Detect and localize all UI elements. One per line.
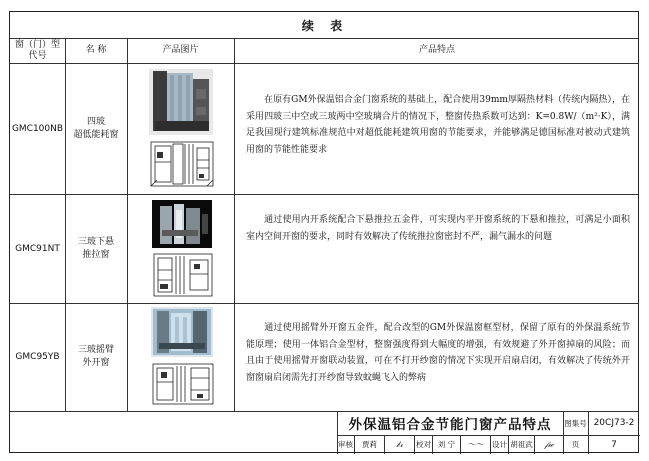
product-photo-gmc91nt (152, 200, 212, 248)
section-drawing-gmc100nb (147, 138, 217, 190)
row-name-line: 四玻 (86, 116, 105, 127)
header-image: 产品图片 (162, 45, 199, 55)
product-photo-gmc95yb (151, 307, 213, 357)
row-description (246, 92, 630, 158)
row-name (65, 194, 127, 303)
section-drawing-gmc95yb (149, 360, 217, 408)
row-name-line: 外开窗 (82, 358, 110, 368)
description-text: 通过使用摇臂外开窗五金件，配合改型的GM外保温窗框型材，保留了原有的外保温系统节能原理；使用一体铝合金型材，整窗强度得到大幅度的增强，有效规避了外开窗掉扇的风险；而且由于使用摇臂开窗联动装置，可在不打开纱窗的情况下实现开启扇启闭，有效解决了传统外开窗窗扇启闭需先打开纱窗导致蚊蝇飞入的弊病 (246, 323, 630, 383)
product-photo-gmc100nb (149, 69, 213, 135)
row-name (65, 303, 127, 411)
header-code: 窗（门）型代号 (14, 39, 60, 61)
page-label: 页 (571, 440, 580, 449)
row-code: GMC95YB (15, 352, 60, 362)
row-name-line: 推拉窗 (82, 249, 110, 260)
section-drawing-gmc91nt (150, 250, 216, 300)
sheet-frame (9, 11, 639, 453)
atlas-label: 图集号 (564, 418, 587, 428)
row-name-line: 三玻摇臂 (77, 345, 114, 355)
col-line (234, 38, 235, 411)
review-label: 审核 (337, 435, 355, 454)
page-number: 7 (611, 439, 617, 450)
designer-signature: 𝒻𝓌 (544, 439, 554, 449)
row-name (65, 63, 127, 194)
header-features: 产品特点 (418, 45, 455, 55)
reviewer-signature: 𝒷𝓇 (385, 435, 415, 454)
checker-name: 刘 宁 (433, 435, 461, 454)
description-text: 在原有GM外保温铝合金门窗系统的基础上，配合使用39mm厚隔热材料（传统内隔热），在采用四玻三中空或三玻两中空玻璃合片的情况下，整窗传热系数可达到：K=0.8W/（m²·K），满足我国现行建筑标准规范中对超低能耗建筑用窗的节能要求，并能够满足德国标准对被动式建筑用窗的节能性能要求 (246, 95, 630, 155)
row-description (246, 320, 630, 386)
header-name: 名 称 (85, 45, 107, 55)
design-label: 设计 (491, 435, 509, 454)
designer-name: 胡祖武 (509, 435, 535, 454)
col-line (127, 38, 128, 411)
description-text: 通过使用内开系统配合下悬推拉五金件，可实现内平开窗系统的下悬和推拉，可满足小面积室内空间开窗的要求，同时有效解决了传统推拉窗密封不严，漏气漏水的问题 (246, 215, 630, 242)
row-code: GMC100NB (11, 123, 64, 134)
row-name-line: 三玻下悬 (77, 236, 114, 247)
row-description (246, 212, 630, 245)
continuation-title: 续 表 (301, 18, 349, 33)
reviewer-name: 贾莉 (355, 435, 385, 454)
check-label: 校对 (415, 435, 433, 454)
checker-signature: 〜〜 (461, 435, 491, 454)
row-name-line: 超低能耗窗 (73, 129, 119, 140)
sheet-title: 外保温铝合金节能门窗产品特点 (348, 417, 552, 433)
row-code: GMC91NT (15, 243, 60, 254)
atlas-number: 20CJ73-2 (593, 418, 635, 428)
